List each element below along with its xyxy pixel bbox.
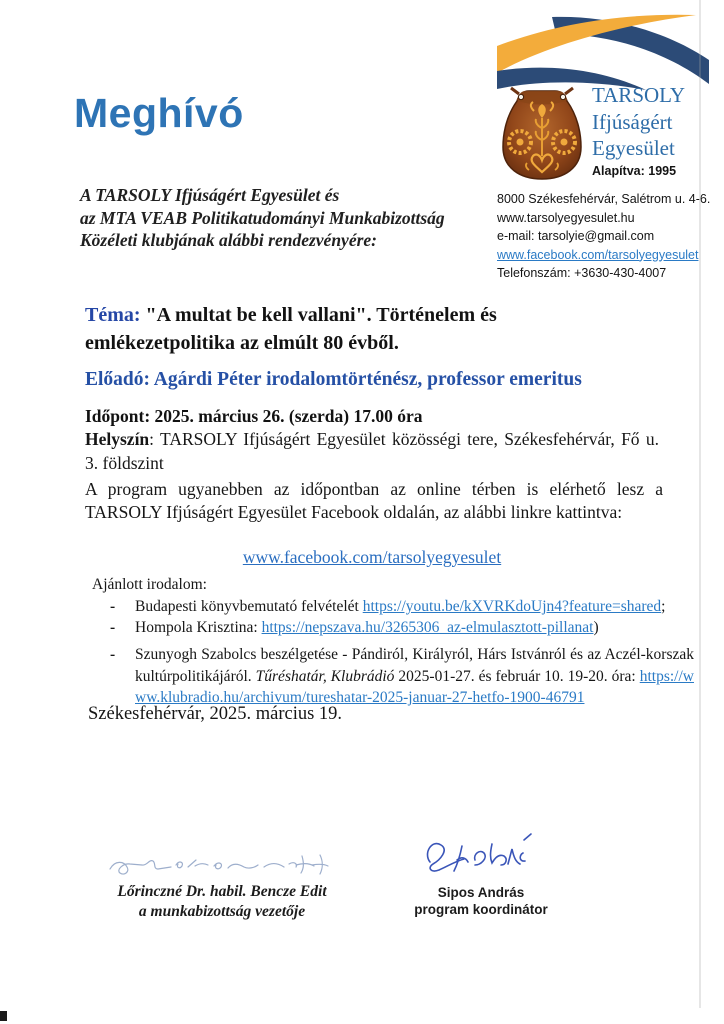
topic-label: Téma: [85,304,141,326]
location-paragraph [85,428,659,475]
contact-address: 8000 Székesfehérvár, Salétrom u. 4-6. [497,192,711,206]
contact-website: www.tarsolyegyesulet.hu [497,210,635,225]
intro-line: Közéleti klubjának alábbi rendezvényére: [80,230,377,250]
literature-heading: Ajánlott irodalom: [92,576,207,593]
founded-label: Alapítva: 1995 [592,164,677,178]
datetime-line: Időpont: 2025. március 26. (szerda) 17.00 óra [85,406,423,426]
speaker-line: Előadó: Agárdi Péter irodalomtörténész, professor emeritus [85,369,582,390]
signatory-left-role: a munkabizottság vezetője [138,902,306,920]
list-item [110,618,694,638]
bullet-dash: - [110,619,116,636]
klubradio-link[interactable]: https://www.klubradio.hu/archivum/tureshatar-2025-januar-27-hetfo-1900-46791 [135,667,694,706]
list-item-text: ; [661,598,666,615]
contact-block [497,190,719,283]
signatory-right [396,884,566,918]
youtube-link[interactable]: https://youtu.be/kXVRKdoUjn4?feature=shared [362,598,662,615]
list-item-text: ) [593,619,599,636]
contact-email: e-mail: tarsolyie@gmail.com [497,229,655,243]
signatory-left-name: Lőrinczné Dr. habil. Bencze Edit [117,883,327,900]
contact-facebook-link[interactable]: www.facebook.com/tarsolyegyesulet [497,247,699,262]
facebook-event-link[interactable]: www.facebook.com/tarsolyegyesulet [242,547,502,567]
contact-phone: Telefonszám: +3630-430-4007 [497,266,667,280]
intro-line: A TARSOLY Ifjúságért Egyesület és [80,185,340,205]
dateline: Székesfehérvár, 2025. március 19. [88,704,343,724]
scan-corner-mark [0,1011,7,1021]
signatory-left [92,882,352,921]
facebook-link-row [85,547,659,568]
scan-edge-line [699,0,701,1008]
intro-line: az MTA VEAB Politikatudományi Munkabizottság [80,207,445,228]
signatory-right-name: Sipos András [437,885,525,900]
logo-swoosh-icon [497,14,709,90]
literature-list [110,597,694,710]
work-title-italic: Tűréshatár, Klubrádió [255,667,395,685]
topic-text: "A multat be kell vallani". Történelem és emlékezetpolitika az elmúlt 80 évből. [85,304,497,354]
topic-paragraph [85,302,630,357]
signature-right-handwriting-icon [420,832,538,882]
list-item [110,597,694,617]
list-item-text: 2025-01-27. és február 10. 19-20. óra: [394,667,640,685]
signature-left-handwriting-icon [106,851,334,879]
location-label: Helyszín [85,429,150,449]
org-name-line: Ifjúságért [592,109,673,134]
org-name-line: TARSOLY [592,83,686,107]
list-item-text: Szunyogh Szabolcs beszélgetése - Pándiról, Királyról, Hárs Istvánról és az Aczél-korszak kultúrpolitikájáról. [135,646,694,685]
list-item-text: Hompola Krisztina: [135,619,262,636]
org-name-line: Egyesület [592,136,675,160]
list-item [110,644,694,709]
org-name [592,82,714,162]
list-item-text: Budapesti könyvbemutató felvételét [135,598,363,615]
bullet-dash: - [110,646,116,663]
nepszava-link[interactable]: https://nepszava.hu/3265306_az-elmulasztott-pillanat [261,619,594,636]
bullet-dash: - [110,598,116,615]
intro-paragraph [80,184,520,252]
page-title: Meghívó [74,90,244,136]
online-paragraph: A program ugyanebben az időpontban az online térben is elérhető lesz a TARSOLY Ifjúságért Egyesület Facebook oldalán, az alábbi linkre kattintva: [85,479,663,522]
tarsoly-pouch-icon [499,84,585,182]
location-text: : TARSOLY Ifjúságért Egyesület közösségi tere, Székesfehérvár, Fő u. 3. földszint [85,429,659,473]
signatory-right-role: program koordinátor [414,902,548,917]
